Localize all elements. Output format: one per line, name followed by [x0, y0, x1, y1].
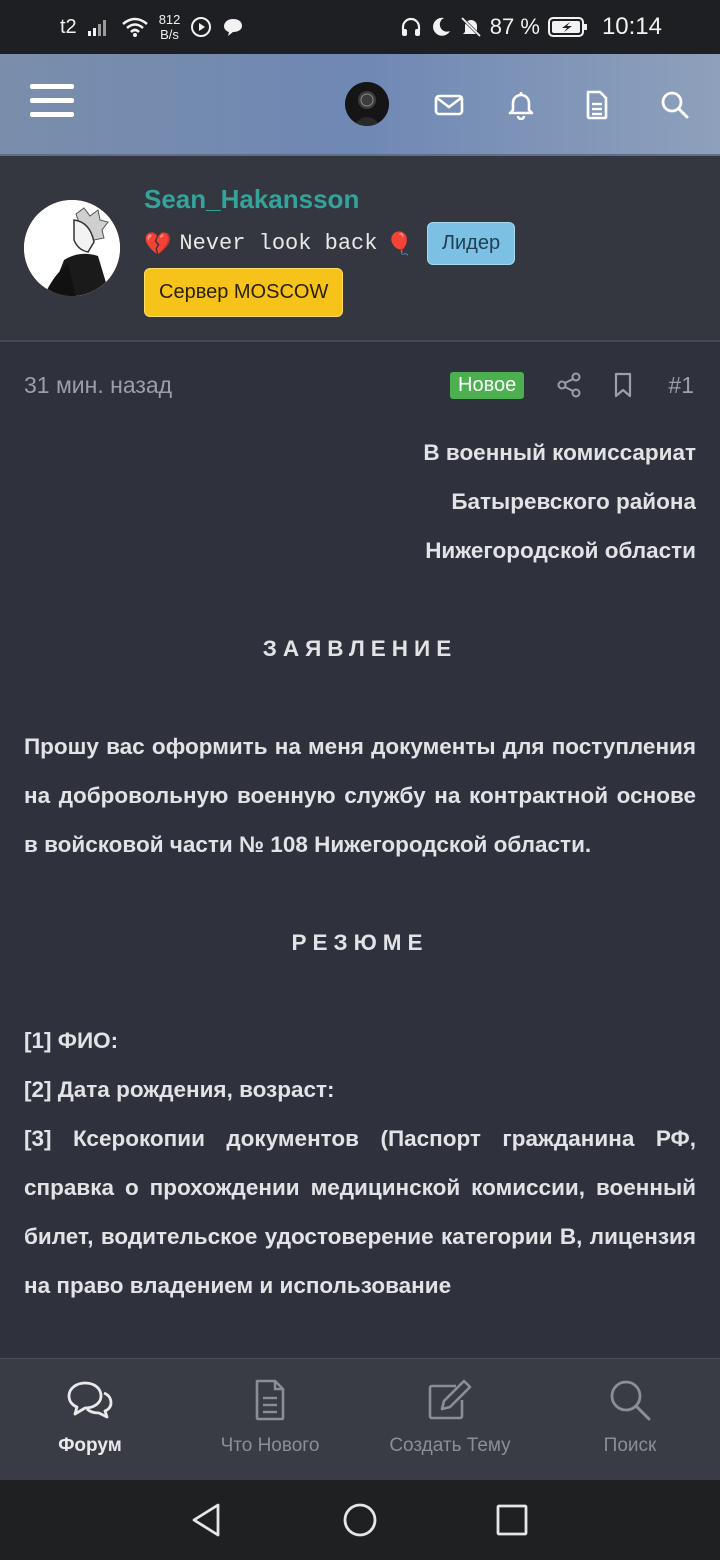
edit-icon: [426, 1377, 474, 1423]
bell-muted-icon: [460, 16, 482, 38]
user-avatar[interactable]: [345, 82, 389, 126]
address-line: Нижегородской области: [425, 538, 696, 563]
battery-icon: [548, 16, 588, 38]
nav-whats-new[interactable]: [180, 1359, 360, 1481]
resume-list: [24, 1016, 696, 1310]
nav-label: Поиск: [603, 1435, 657, 1456]
author-username[interactable]: Sean_Hakansson: [144, 184, 360, 214]
battery-percent: 87 %: [489, 14, 540, 39]
status-left: [60, 0, 244, 54]
chat-bubble-icon: [222, 16, 244, 38]
play-icon: [190, 16, 212, 38]
nav-label: Форум: [58, 1435, 122, 1456]
post-meta: [0, 344, 720, 428]
app-header: [0, 54, 720, 156]
search-icon: [607, 1377, 653, 1423]
balloon-emoji: 🎈: [385, 230, 413, 256]
menu-icon[interactable]: [30, 84, 74, 124]
author-avatar[interactable]: [24, 200, 120, 296]
broken-heart-emoji: 💔: [144, 230, 172, 256]
system-navigation-bar: [0, 1480, 720, 1560]
moon-icon: [430, 16, 452, 38]
server-badge: Сервер MOSCOW: [144, 268, 343, 317]
statement-paragraph: Прошу вас оформить на меня документы для поступления на добровольную военную службу на контрактной основе в войсковой части № 108 Нижегородской области.: [24, 734, 696, 857]
address-line: В военный комиссариат: [423, 440, 696, 465]
post-number[interactable]: #1: [668, 372, 694, 398]
document-icon[interactable]: [574, 82, 620, 128]
bottom-navigation: [0, 1358, 720, 1480]
list-item: [1] ФИО:: [24, 1028, 119, 1053]
wifi-icon: [121, 16, 149, 38]
net-speed-unit: B/s: [160, 27, 179, 42]
address-line: Батыревского района: [451, 489, 696, 514]
home-icon[interactable]: [340, 1500, 380, 1540]
statement-heading: ЗАЯВЛЕНИЕ: [262, 636, 458, 661]
nav-label: Создать Тему: [389, 1435, 511, 1456]
carrier-label: t2: [60, 15, 77, 38]
net-speed-value: 812: [158, 12, 181, 27]
mail-icon[interactable]: [426, 82, 472, 128]
document-icon: [253, 1377, 287, 1423]
post-author-block: [0, 156, 720, 342]
status-bar: [0, 0, 720, 54]
bookmark-icon[interactable]: [606, 368, 640, 402]
resume-heading: РЕЗЮМЕ: [291, 930, 429, 955]
author-status-text: Never look back: [179, 231, 378, 256]
post-body: [24, 428, 696, 1358]
status-right: [400, 0, 662, 54]
list-item: [2] Дата рождения, возраст:: [24, 1077, 335, 1102]
clock: 10:14: [601, 13, 662, 40]
new-badge: Новое: [450, 372, 524, 399]
role-badge: Лидер: [427, 222, 515, 265]
recents-icon[interactable]: [492, 1500, 532, 1540]
share-icon[interactable]: [552, 368, 586, 402]
nav-search[interactable]: [540, 1359, 720, 1481]
nav-label: Что Нового: [220, 1435, 320, 1456]
headphones-icon: [400, 16, 422, 38]
search-icon[interactable]: [652, 82, 698, 128]
author-status-line: [144, 222, 515, 265]
signal-icon: [87, 17, 111, 37]
nav-create-thread[interactable]: [360, 1359, 540, 1481]
back-icon[interactable]: [186, 1500, 226, 1540]
forum-icon: [65, 1377, 115, 1423]
nav-forum[interactable]: [0, 1359, 180, 1481]
addressee-block: [24, 428, 696, 575]
list-item: [3] Ксерокопии документов (Паспорт гражданина РФ, справка о прохождении медицинской комиссии, военный билет, водительское удостоверение категории B, лицензия на право владением и использование: [24, 1126, 696, 1298]
net-speed: [159, 12, 181, 42]
post-time[interactable]: 31 мин. назад: [24, 372, 173, 398]
bell-icon[interactable]: [498, 82, 544, 128]
